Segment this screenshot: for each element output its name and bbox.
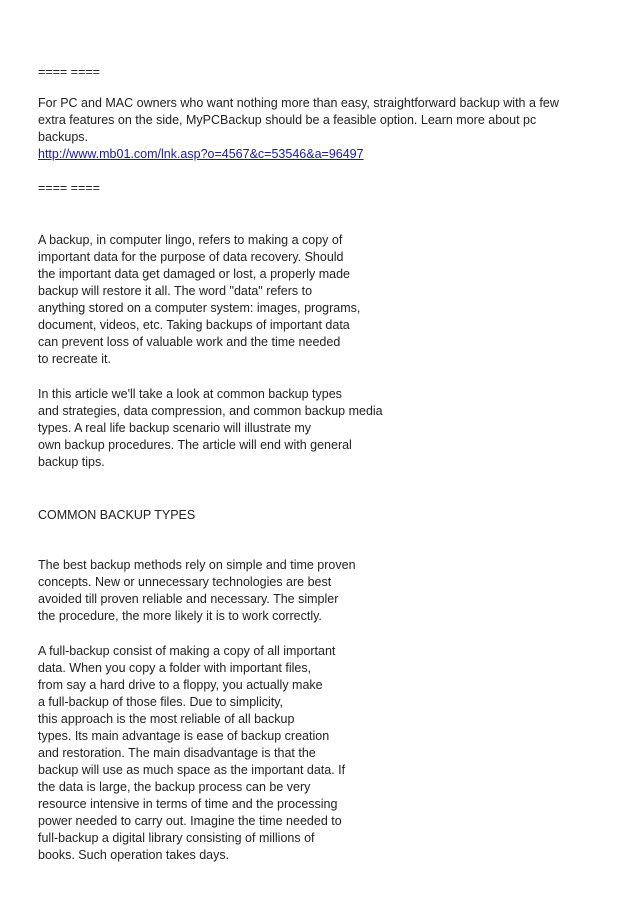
para4-line-4: a full-backup of those files. Due to simplicity, — [38, 695, 284, 709]
para4-line-10: resource intensive in terms of time and the processing — [38, 797, 338, 811]
separator-bottom: ==== ==== — [38, 181, 100, 195]
intro-line-2: extra features on the side, MyPCBackup should be a feasible option. Learn more about pc — [38, 113, 537, 127]
intro-line-3: backups. — [38, 130, 89, 144]
para2-line-4: own backup procedures. The article will end with general — [38, 438, 352, 452]
para4-line-3: from say a hard drive to a floppy, you actually make — [38, 678, 323, 692]
intro-line-1: For PC and MAC owners who want nothing more than easy, straightforward backup with a few — [38, 96, 559, 110]
separator-top: ==== ==== — [38, 65, 100, 79]
para4-line-8: backup will use as much space as the important data. If — [38, 763, 346, 777]
para2-line-1: In this article we'll take a look at common backup types — [38, 387, 342, 401]
para3-line-1: The best backup methods rely on simple and time proven — [38, 558, 356, 572]
para4-line-1: A full-backup consist of making a copy of all important — [38, 644, 336, 658]
para1-line-5: anything stored on a computer system: images, programs, — [38, 301, 361, 315]
para2-line-5: backup tips. — [38, 455, 105, 469]
para4-line-2: data. When you copy a folder with important files, — [38, 661, 312, 675]
para4-line-11: power needed to carry out. Imagine the time needed to — [38, 814, 342, 828]
para4-line-9: the data is large, the backup process can be very — [38, 780, 311, 794]
para3-line-3: avoided till proven reliable and necessary. The simpler — [38, 592, 339, 606]
para1-line-6: document, videos, etc. Taking backups of important data — [38, 318, 350, 332]
para2-line-2: and strategies, data compression, and common backup media — [38, 404, 383, 418]
para4-line-7: and restoration. The main disadvantage is that the — [38, 746, 316, 760]
para1-line-1: A backup, in computer lingo, refers to making a copy of — [38, 233, 343, 247]
section-heading: COMMON BACKUP TYPES — [38, 508, 196, 522]
para4-line-13: books. Such operation takes days. — [38, 848, 230, 862]
para3-line-4: the procedure, the more likely it is to work correctly. — [38, 609, 322, 623]
para4-line-12: full-backup a digital library consisting of millions of — [38, 831, 315, 845]
para1-line-2: important data for the purpose of data recovery. Should — [38, 250, 344, 264]
para1-line-8: to recreate it. — [38, 352, 111, 366]
para4-line-6: types. Its main advantage is ease of backup creation — [38, 729, 330, 743]
para2-line-3: types. A real life backup scenario will illustrate my — [38, 421, 312, 435]
para1-line-7: can prevent loss of valuable work and the time needed — [38, 335, 341, 349]
para3-line-2: concepts. New or unnecessary technologies are best — [38, 575, 332, 589]
para4-line-5: this approach is the most reliable of all backup — [38, 712, 295, 726]
affiliate-link[interactable]: http://www.mb01.com/lnk.asp?o=4567&c=53546&a=96497 — [38, 147, 364, 161]
para1-line-3: the important data get damaged or lost, a properly made — [38, 267, 350, 281]
para1-line-4: backup will restore it all. The word "data" refers to — [38, 284, 313, 298]
